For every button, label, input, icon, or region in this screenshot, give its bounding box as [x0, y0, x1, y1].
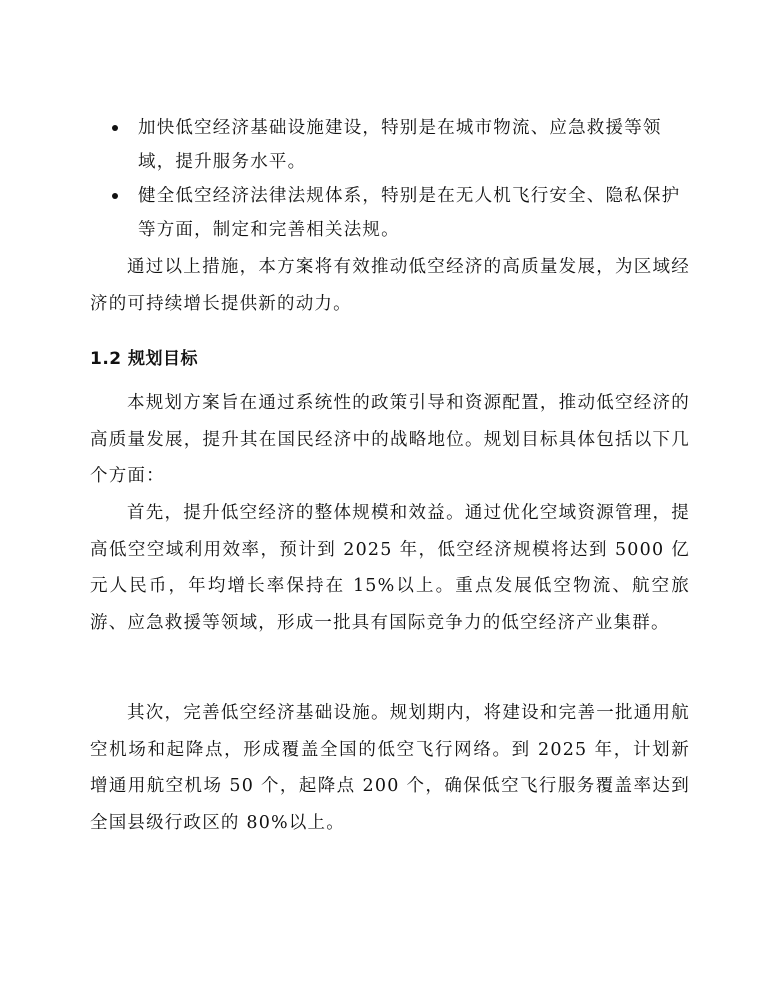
section-paragraph-intro: 本规划方案旨在通过系统性的政策引导和资源配置，推动低空经济的高质量发展，提升其在国民经济中的战略地位。规划目标具体包括以下几个方面：	[90, 393, 690, 486]
section-paragraph-first: 首先，提升低空经济的整体规模和效益。通过优化空域资源管理，提高低空空域利用效率，预计到 2025 年，低空经济规模将达到 5000 亿元人民币，年均增长率保持在 15%以上。重点发展低空物流、航空旅游、应急救援等领域，形成一批具有国际竞争力的低空经济产业集群。	[90, 503, 690, 633]
bullet-item	[108, 179, 688, 247]
bullet-dot-icon	[112, 193, 118, 199]
section-heading: 1.2 规划目标	[90, 349, 199, 369]
bullet-dot-icon	[112, 125, 118, 131]
section-paragraph-second: 其次，完善低空经济基础设施。规划期内，将建设和完善一批通用航空机场和起降点，形成覆盖全国的低空飞行网络。到 2025 年，计划新增通用航空机场 50 个，起降点 200 个，确保低空飞行服务覆盖率达到全国县级行政区的 80%以上。	[90, 703, 690, 833]
measures-bullet-list	[108, 111, 688, 247]
bullet-text: 加快低空经济基础设施建设，特别是在城市物流、应急救援等领域，提升服务水平。	[138, 118, 662, 172]
summary-paragraph: 通过以上措施，本方案将有效推动低空经济的高质量发展，为区域经济的可持续增长提供新的动力。	[90, 257, 690, 314]
bullet-text: 健全低空经济法律法规体系，特别是在无人机飞行安全、隐私保护等方面，制定和完善相关法规。	[138, 186, 681, 240]
bullet-item	[108, 111, 688, 179]
